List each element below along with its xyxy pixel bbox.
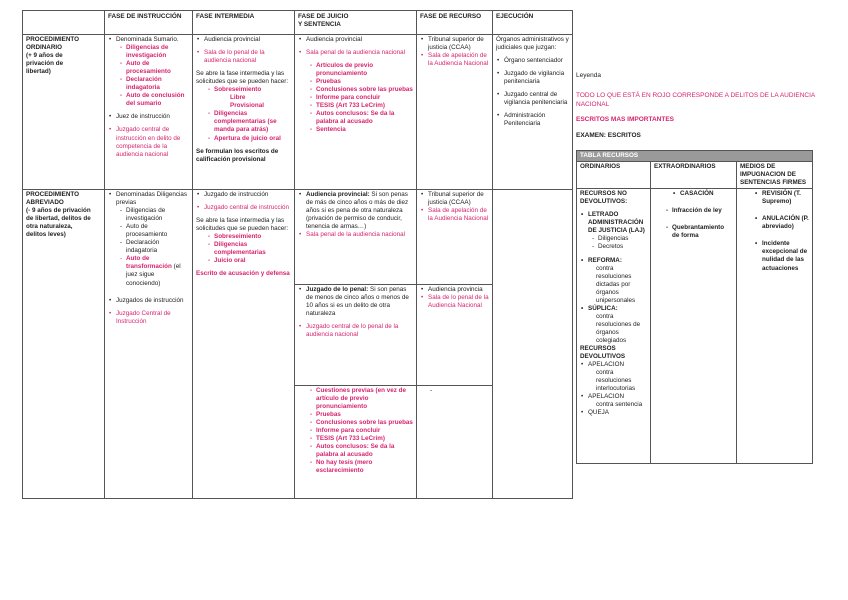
list-item: - No hay tesis (mero esclarecimiento xyxy=(308,459,413,475)
list-item: • LETRADO ADMINISTRACIÓN DE JUSTICIA (LAJ) xyxy=(580,211,647,235)
title-line: libertad) xyxy=(26,68,51,76)
legend xyxy=(576,72,838,144)
subheading: RECURSOS NO DEVOLUTIVOS: xyxy=(580,190,628,206)
list-item: • ANULACIÓN (P. abreviado) xyxy=(754,215,809,231)
header-instruccion: FASE DE INSTRUCCIÓN xyxy=(105,11,193,35)
list-item: • Audiencia provincia xyxy=(420,286,489,294)
cell-ejecucion xyxy=(493,35,573,190)
header-recurso: FASE DE RECURSO xyxy=(417,11,493,35)
paragraph: Se formulan los escritos de calificación provisional xyxy=(196,147,279,163)
header-row xyxy=(23,11,573,35)
title-line: de libertad, delitos de xyxy=(26,215,91,223)
title-abreviado xyxy=(23,190,105,499)
cell-intermedia-abreviado xyxy=(193,190,295,499)
paragraph: Se abre la fase intermedia y las solicitudes que se pueden hacer: xyxy=(196,217,289,233)
cell-juicio-abreviado-1 xyxy=(295,190,417,285)
title-line: ABREVIADO xyxy=(26,199,64,207)
cell-juicio-ordinario xyxy=(295,35,417,190)
list-item: • Juzgado central de lo penal de la audiencia nacional xyxy=(298,323,413,339)
list-item: - Cuestiones previas (en vez de artículo de previo pronunciamiento xyxy=(308,387,413,411)
list-item xyxy=(118,255,189,287)
legend-important: ESCRITOS MAS IMPORTANTES xyxy=(576,116,674,124)
row-ordinario xyxy=(23,35,573,190)
list-item: • Juzgados de instrucción xyxy=(108,297,189,305)
title-line: privación de xyxy=(26,60,64,68)
list-item-label: Audiencia provincial: xyxy=(306,191,370,198)
list-item: • Denominadas Diligencias previas xyxy=(108,191,189,207)
list-item: - Pruebas xyxy=(308,411,413,419)
list-item-text: Si son penas de menos de cinco años o menos de 10 años si es un delito de otra naturaleza xyxy=(306,286,409,318)
cell-juicio-abreviado-2 xyxy=(295,285,417,386)
paragraph: contra resoluciones dictadas por órganos unipersonales xyxy=(596,264,636,304)
cell-instruccion-abreviado xyxy=(105,190,193,499)
list-item: • Órgano sentenciador xyxy=(496,57,569,65)
list-item: - Diligencias complementarias (se manda para atrás) xyxy=(206,110,291,134)
list-item: • Juzgado central de instrucción xyxy=(196,204,291,212)
list-item: - Sobreseimiento xyxy=(206,233,291,241)
subheading: RECURSOS DEVOLUTIVOS xyxy=(580,345,626,361)
cell-juicio-abreviado-3 xyxy=(295,386,417,499)
procedures-table xyxy=(22,10,573,499)
recursos-ordinarios xyxy=(577,189,651,464)
list-item: - Diligencias de investigación xyxy=(118,207,189,223)
header-ejecucion: EJECUCIÓN xyxy=(493,11,573,35)
list-item: - Conclusiones sobre las pruebas xyxy=(308,86,413,94)
list-item: - Auto de procesamiento xyxy=(118,223,189,239)
list-item: - TESIS (Art 733 LeCrim) xyxy=(308,102,413,110)
recursos-table xyxy=(576,150,813,464)
list-item: • Sala de apelación de la Audiencia Nacional xyxy=(420,52,489,68)
cell-recurso-abreviado-1 xyxy=(417,190,493,285)
header-juicio xyxy=(295,11,417,35)
list-item: • Juzgado de vigilancia penitenciaria xyxy=(496,70,569,86)
list-item: • APELACION xyxy=(580,361,647,369)
title-line: ORDINARIO xyxy=(26,44,63,52)
paragraph: Órganos administrativos y judiciales que juzgan: xyxy=(496,36,569,52)
list-item xyxy=(298,286,413,318)
header-empty xyxy=(23,11,105,35)
paragraph: contra resoluciones de órganos colegiados xyxy=(596,312,641,344)
list-item: • Tribunal superior de justicia (CCAA) xyxy=(420,191,489,207)
list-item: • Audiencia provincial xyxy=(196,36,291,44)
list-item: • QUEJA xyxy=(580,409,647,417)
title-line: (+ 9 años de xyxy=(26,52,63,60)
cell-instruccion-ordinario xyxy=(105,35,193,190)
list-item: - Infracción de ley xyxy=(664,207,733,215)
title-line: PROCEDIMIENTO xyxy=(26,36,80,43)
paragraph: Se abre la fase intermedia y las solicitudes que se pueden hacer: xyxy=(196,70,289,86)
cell-recurso-ordinario xyxy=(417,35,493,190)
list-item: • Juzgado central de vigilancia penitenciaria xyxy=(496,91,569,107)
title-line: delitos leves) xyxy=(26,231,66,239)
title-line: (- 9 años de privación xyxy=(26,207,91,215)
list-item: • Juzgado Central de Instrucción xyxy=(108,310,189,326)
list-item: • Sala de lo penal de la Audiencia Nacional xyxy=(420,294,489,310)
list-item-text: Auto de transformación xyxy=(126,255,172,271)
list-item: • REVISIÓN (T. Supremo) xyxy=(754,190,809,206)
list-item: • Juzgado de instrucción xyxy=(196,191,291,199)
list-item: • Denominada Sumario. xyxy=(108,36,189,44)
list-item: • Sala penal de la audiencia nacional xyxy=(298,231,413,239)
list-item: - Pruebas xyxy=(308,78,413,86)
header-intermedia: FASE INTERMEDIA xyxy=(193,11,295,35)
list-item-note: (el juez sigue conociendo) xyxy=(126,263,181,287)
paragraph: contra resoluciones interlocutorias xyxy=(596,369,636,393)
title-line: PROCEDIMIENTO xyxy=(26,191,80,198)
list-item: - Auto de conclusión del sumario xyxy=(118,92,189,108)
list-item: - Diligencias xyxy=(590,235,647,243)
list-item: • Incidente excepcional de nulidad de las actuaciones xyxy=(754,240,809,272)
legend-title: Leyenda xyxy=(576,72,601,79)
recursos-header-extraordinarios: EXTRAORDINARIOS xyxy=(651,162,737,189)
list-item: • SÚPLICA: xyxy=(580,305,647,313)
list-item: • Juez de instrucción xyxy=(108,113,189,121)
recursos-extraordinarios xyxy=(651,189,737,464)
legend-exam: EXAMEN: ESCRITOS xyxy=(576,131,641,139)
cell-ejecucion-abreviado xyxy=(493,190,573,499)
recursos-header-ordinarios: ORDINARIOS xyxy=(577,162,651,189)
list-item: - Artículos de previo pronunciamiento xyxy=(308,62,413,78)
list-item: - Informe para concluir xyxy=(308,94,413,102)
list-item: Provisional xyxy=(230,102,264,110)
list-item: - Apertura de juicio oral xyxy=(206,135,291,143)
recursos-header-medios: MEDIOS DE IMPUGNACION DE SENTENCIAS FIRMES xyxy=(737,162,813,189)
list-item: - Conclusiones sobre las pruebas xyxy=(308,419,413,427)
legend-red-note: TODO LO QUE ESTÁ EN ROJO CORRESPONDE A DELITOS DE LA AUDIENCIA NACIONAL xyxy=(576,92,815,108)
list-item: • Sala de lo penal de la audiencia nacional xyxy=(196,49,291,65)
list-item: - TESIS (Art 733 LeCrim) xyxy=(308,435,413,443)
placeholder-dash: - xyxy=(430,387,433,394)
paragraph: Escrito de acusación y defensa xyxy=(196,270,290,278)
list-item: - Autos conclusos: Se da la palabra al acusado xyxy=(308,110,413,126)
list-item-text: Si son penas de más de cinco años o más de diez años si es pena de otra naturaleza (privación de permiso de conducir, tenencia de armas…) xyxy=(306,191,409,231)
recursos-medios xyxy=(737,189,813,464)
list-item: • Audiencia provincial xyxy=(298,36,413,44)
row-abreviado xyxy=(23,190,573,285)
title-line: otra naturaleza, xyxy=(26,223,73,231)
list-item: - Decretos xyxy=(590,243,647,251)
list-item: • Administración Penitenciaria xyxy=(496,112,569,128)
list-item: - Diligencias de investigación xyxy=(118,44,189,60)
list-item: Libre xyxy=(230,94,246,102)
list-item xyxy=(298,191,413,231)
header-juicio-line1: FASE DE JUICIO xyxy=(298,13,349,20)
list-item: • Sala penal de la audiencia nacional xyxy=(298,49,413,57)
list-item: • APELACION xyxy=(580,393,647,401)
cell-intermedia-ordinario xyxy=(193,35,295,190)
cell-recurso-abreviado-2 xyxy=(417,285,493,386)
list-item: - Diligencias complementarias xyxy=(206,241,291,257)
paragraph: contra sentencia xyxy=(596,401,643,409)
list-item: - Sentencia xyxy=(308,126,413,134)
list-item: • REFORMA: xyxy=(580,257,647,265)
list-item-label: Juzgado de lo penal: xyxy=(306,286,369,293)
list-item: • Sala de apelación de la Audiencia Nacional xyxy=(420,207,489,223)
list-item: • Juzgado central de instrucción en delito de competencia de la audiencia nacional xyxy=(108,126,189,158)
list-item: - Declaración indagatoria xyxy=(118,76,189,92)
list-item: • Tribunal superior de justicia (CCAA) xyxy=(420,36,489,52)
cell-recurso-abreviado-3 xyxy=(417,386,493,499)
recursos-title: TABLA RECURSOS xyxy=(577,151,813,162)
list-item: - Quebrantamiento de forma xyxy=(664,224,733,240)
list-item: - Declaración indagatoria xyxy=(118,239,189,255)
list-item: - Autos conclusos: Se da la palabra al acusado xyxy=(308,443,413,459)
list-item: - Informe para concluir xyxy=(308,427,413,435)
header-juicio-line2: Y SENTENCIA xyxy=(298,21,341,29)
list-item: • CASACIÓN xyxy=(672,190,733,198)
list-item: - Juicio oral xyxy=(206,257,291,265)
list-item: - Sobreseimiento xyxy=(206,86,291,94)
list-item: - Auto de procesamiento xyxy=(118,60,189,76)
title-ordinario xyxy=(23,35,105,190)
